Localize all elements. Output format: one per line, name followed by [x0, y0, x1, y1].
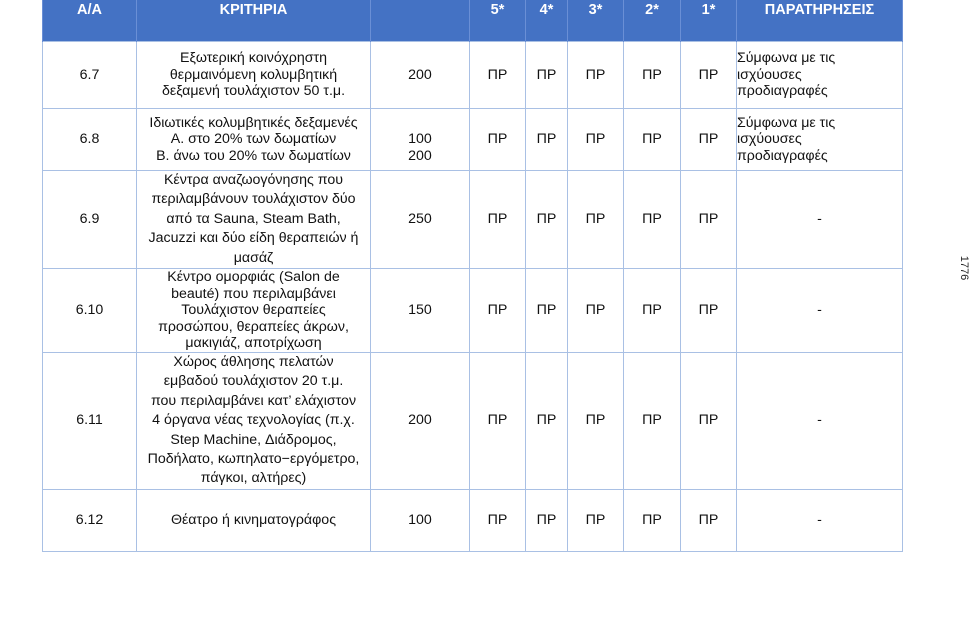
rating-4-star-cell: [526, 109, 568, 171]
rating-2-star-cell: [624, 109, 681, 171]
rating-1-star-cell: [681, 42, 737, 109]
rating-3-star-cell-text: ΠΡ: [585, 412, 606, 429]
rating-3-star-cell: [568, 42, 624, 109]
row-number: [43, 489, 137, 551]
criteria-cell-text: Θέατρο ή κινηματογράφος: [170, 512, 337, 529]
rating-1-star-cell: [681, 353, 737, 490]
criteria-cell-text: Κέντρα αναζωογόνησης που περιλαμβάνουν τουλάχιστον δύο από τα Sauna, Steam Bath, Jacuzzi και δύο είδη θεραπειών ή μασάζ: [148, 172, 359, 266]
area-cell-text: 150: [408, 302, 432, 319]
header-area: [371, 0, 470, 42]
rating-4-star-cell: [526, 353, 568, 490]
row-number-text: 6.11: [76, 412, 103, 429]
header-3-star: 3*: [568, 0, 624, 42]
rating-3-star-cell-text: ΠΡ: [585, 131, 606, 148]
area-cell: [371, 353, 470, 490]
rating-4-star-cell: [526, 171, 568, 269]
rating-5-star-cell-text: ΠΡ: [487, 412, 508, 429]
rating-3-star-cell: [568, 489, 624, 551]
notes-cell-text: Σύμφωνα με τις ισχύουσες προδιαγραφές: [737, 114, 836, 164]
header-notes: ΠΑΡΑΤΗΡΗΣΕΙΣ: [737, 0, 903, 42]
notes-cell: [737, 109, 903, 171]
area-cell-text: 100 200: [408, 131, 432, 164]
rating-5-star-cell: [470, 171, 526, 269]
table-row: [43, 269, 903, 353]
criteria-cell-text: Χώρος άθλησης πελατών εμβαδού τουλάχιστον 20 τ.μ. που περιλαμβάνει κατ’ ελάχιστον 4 όργανα νέας τεχνολογίας (π.χ. Step Machine, Διάδρομος, Ποδήλατο, κωπηλατο−εργόμετρο, πάγκοι, αλτήρες): [147, 354, 360, 487]
criteria-table: [42, 0, 903, 552]
notes-cell-text: -: [817, 210, 822, 227]
rating-1-star-cell-text: ΠΡ: [698, 512, 719, 529]
header-5-star: 5*: [470, 0, 526, 42]
row-number-text: 6.9: [79, 210, 100, 227]
row-number: [43, 109, 137, 171]
rating-5-star-cell-text: ΠΡ: [487, 131, 508, 148]
rating-3-star-cell-text: ΠΡ: [585, 210, 606, 227]
rating-5-star-cell-text: ΠΡ: [487, 512, 508, 529]
rating-2-star-cell: [624, 42, 681, 109]
notes-cell: [737, 489, 903, 551]
rating-2-star-cell: [624, 269, 681, 353]
notes-cell: [737, 269, 903, 353]
notes-cell: [737, 171, 903, 269]
area-cell-text: 200: [408, 412, 432, 429]
rating-3-star-cell: [568, 269, 624, 353]
rating-5-star-cell-text: ΠΡ: [487, 302, 508, 319]
row-number: [43, 353, 137, 490]
rating-4-star-cell-text: ΠΡ: [536, 66, 557, 83]
table-row: [43, 42, 903, 109]
rating-3-star-cell-text: ΠΡ: [585, 66, 606, 83]
table-row: [43, 109, 903, 171]
row-number-text: 6.7: [79, 66, 100, 83]
row-number-text: 6.8: [79, 131, 100, 148]
area-cell: [371, 42, 470, 109]
rating-2-star-cell-text: ΠΡ: [642, 512, 662, 529]
rating-1-star-cell: [681, 109, 737, 171]
row-number-text: 6.12: [75, 512, 104, 529]
rating-4-star-cell: [526, 489, 568, 551]
notes-cell-text: -: [817, 302, 822, 319]
rating-3-star-cell: [568, 353, 624, 490]
rating-5-star-cell: [470, 353, 526, 490]
rating-1-star-cell-text: ΠΡ: [698, 131, 719, 148]
notes-cell: [737, 353, 903, 490]
rating-2-star-cell: [624, 353, 681, 490]
rating-3-star-cell: [568, 171, 624, 269]
criteria-cell-text: Εξωτερική κοινόχρηστη θερμαινόμενη κολυμβητική δεξαμενή τουλάχιστον 50 τ.μ.: [161, 50, 346, 100]
header-aa: Α/Α: [43, 0, 137, 42]
criteria-cell: [137, 171, 371, 269]
header-2-star: 2*: [624, 0, 681, 42]
criteria-cell: [137, 269, 371, 353]
area-cell: [371, 109, 470, 171]
table-row: [43, 353, 903, 490]
rating-2-star-cell: [624, 171, 681, 269]
rating-4-star-cell: [526, 42, 568, 109]
notes-cell-text: -: [817, 512, 822, 529]
header-criteria: ΚΡΙΤΗΡΙΑ: [137, 0, 371, 42]
rating-2-star-cell: [624, 489, 681, 551]
area-cell-text: 200: [408, 66, 432, 83]
rating-4-star-cell-text: ΠΡ: [536, 210, 557, 227]
rating-2-star-cell-text: ΠΡ: [642, 412, 662, 429]
area-cell: [371, 269, 470, 353]
criteria-cell-text: Ιδιωτικές κολυμβητικές δεξαμενές Α. στο 20% των δωματίων Β. άνω του 20% των δωματίων: [149, 114, 358, 164]
rating-4-star-cell-text: ΠΡ: [536, 512, 557, 529]
notes-cell-text: -: [817, 412, 822, 429]
criteria-cell: [137, 353, 371, 490]
area-cell-text: 250: [408, 210, 432, 227]
rating-2-star-cell-text: ΠΡ: [642, 210, 662, 227]
row-number: [43, 171, 137, 269]
rating-2-star-cell-text: ΠΡ: [642, 302, 662, 319]
page-number: 1776: [957, 255, 970, 281]
row-number: [43, 269, 137, 353]
rating-1-star-cell-text: ΠΡ: [698, 302, 719, 319]
rating-1-star-cell: [681, 171, 737, 269]
rating-4-star-cell-text: ΠΡ: [536, 302, 557, 319]
table-header-row: [43, 0, 903, 42]
rating-3-star-cell-text: ΠΡ: [585, 512, 606, 529]
rating-4-star-cell-text: ΠΡ: [536, 412, 557, 429]
criteria-cell: [137, 109, 371, 171]
notes-cell: [737, 42, 903, 109]
criteria-cell-text: Κέντρο ομορφιάς (Salon de beauté) που περιλαμβάνει Τουλάχιστον θεραπείες προσώπου, θεραπείες άκρων, μακιγιάζ, αποτρίχωση: [158, 269, 349, 352]
rating-1-star-cell-text: ΠΡ: [698, 210, 719, 227]
area-cell: [371, 171, 470, 269]
header-4-star: 4*: [526, 0, 568, 42]
rating-5-star-cell: [470, 269, 526, 353]
notes-cell-text: Σύμφωνα με τις ισχύουσες προδιαγραφές: [737, 50, 836, 100]
rating-1-star-cell-text: ΠΡ: [698, 66, 719, 83]
rating-3-star-cell-text: ΠΡ: [585, 302, 606, 319]
rating-5-star-cell: [470, 489, 526, 551]
table-row: [43, 171, 903, 269]
criteria-cell: [137, 42, 371, 109]
rating-3-star-cell: [568, 109, 624, 171]
rating-1-star-cell: [681, 489, 737, 551]
rating-2-star-cell-text: ΠΡ: [642, 131, 662, 148]
row-number-text: 6.10: [75, 302, 104, 319]
rating-4-star-cell: [526, 269, 568, 353]
rating-5-star-cell: [470, 109, 526, 171]
rating-5-star-cell-text: ΠΡ: [487, 210, 508, 227]
rating-5-star-cell-text: ΠΡ: [487, 66, 508, 83]
rating-4-star-cell-text: ΠΡ: [536, 131, 557, 148]
area-cell: [371, 489, 470, 551]
header-1-star: 1*: [681, 0, 737, 42]
row-number: [43, 42, 137, 109]
rating-1-star-cell-text: ΠΡ: [698, 412, 719, 429]
area-cell-text: 100: [408, 512, 432, 529]
rating-5-star-cell: [470, 42, 526, 109]
table-row: [43, 489, 903, 551]
rating-2-star-cell-text: ΠΡ: [642, 66, 662, 83]
criteria-cell: [137, 489, 371, 551]
rating-1-star-cell: [681, 269, 737, 353]
